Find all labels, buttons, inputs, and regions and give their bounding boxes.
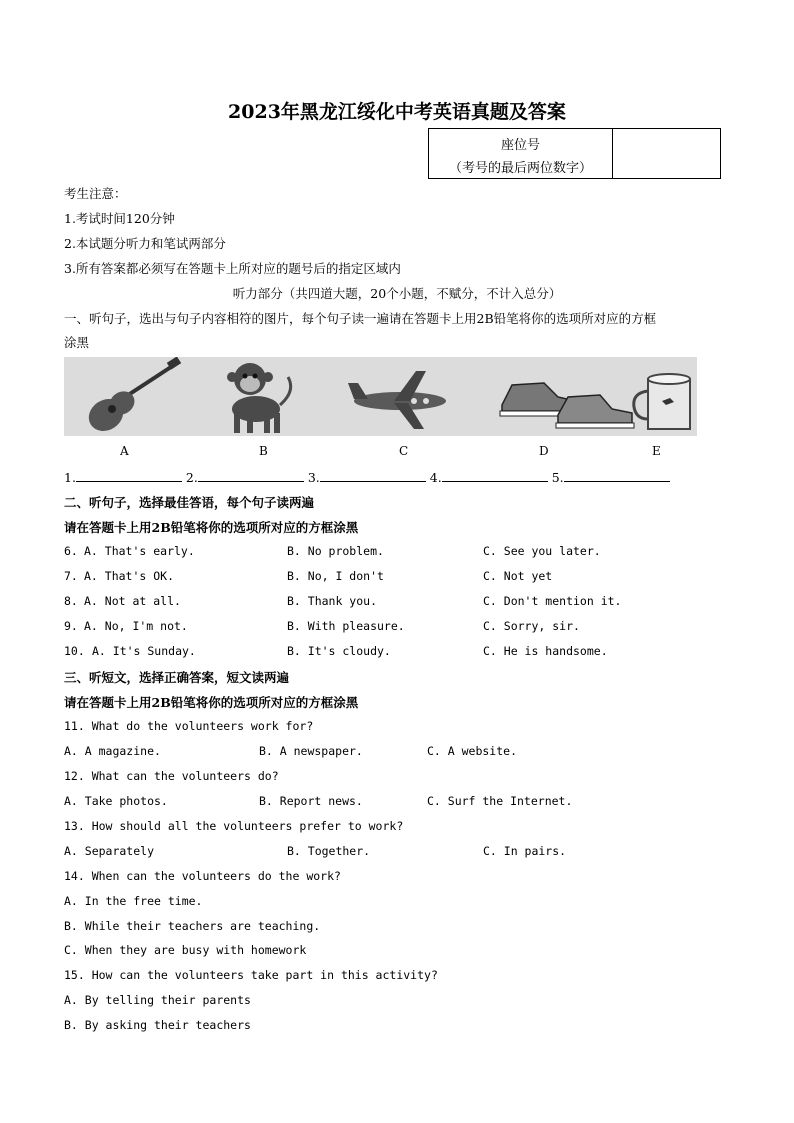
notice-item: 3.所有答案都必须写在答题卡上所对应的题号后的指定区域内 — [64, 261, 401, 276]
option-a: A. Not at all. — [84, 594, 181, 608]
question-stem: 14. When can the volunteers do the work? — [64, 869, 341, 883]
question-stem: 13. How should all the volunteers prefer to work? — [64, 819, 404, 833]
answer-blank[interactable] — [564, 469, 670, 482]
picture-label-e: E — [652, 444, 661, 458]
seat-divider — [612, 129, 613, 178]
option-c: C. Surf the Internet. — [427, 794, 573, 808]
notice-item: 1.考试时间120分钟 — [64, 211, 175, 226]
picture-label-b: B — [259, 444, 268, 458]
option-c: C. A website. — [427, 744, 518, 758]
blank-number: 2. — [185, 470, 198, 485]
question-number: 9. — [64, 619, 78, 633]
option-b: B. Thank you. — [287, 594, 378, 608]
option-a: A. It's Sunday. — [92, 644, 196, 658]
option-c: C. In pairs. — [483, 844, 567, 858]
section2-title: 二、听句子，选择最佳答语，每个句子读两遍 — [64, 495, 315, 510]
section3-title: 三、听短文，选择正确答案，短文读两遍 — [64, 670, 290, 685]
picture-strip — [64, 357, 697, 436]
option-a: A. Separately — [64, 844, 155, 858]
seat-label: 座位号 — [500, 138, 540, 153]
option-b: B. A newspaper. — [259, 744, 363, 758]
option-a: A. That's OK. — [84, 569, 175, 583]
notice-heading: 考生注意： — [64, 186, 127, 201]
section1-title-cont: 涂黑 — [64, 335, 90, 350]
option-a: A. In the free time. — [64, 894, 203, 908]
option-b: B. No, I don't — [287, 569, 384, 583]
answer-blank[interactable] — [442, 469, 548, 482]
question-stem: 15. How can the volunteers take part in this activity? — [64, 968, 438, 982]
listening-header: 听力部分（共四道大题，20个小题，不赋分，不计入总分） — [232, 286, 562, 301]
question-stem: 12. What can the volunteers do? — [64, 769, 279, 783]
section2-instruction: 请在答题卡上用2B铅笔将你的选项所对应的方框涂黑 — [64, 520, 359, 535]
option-a: A. By telling their parents — [64, 993, 251, 1007]
section1-title: 一、听句子，选出与句子内容相符的图片，每个句子读一遍请在答题卡上用2B铅笔将你的选项所对应的方框 — [64, 311, 657, 326]
page-title: 2023年黑龙江绥化中考英语真题及答案 — [228, 101, 566, 123]
blank-number: 3. — [307, 470, 320, 485]
option-c: C. See you later. — [483, 544, 601, 558]
option-b: B. By asking their teachers — [64, 1018, 251, 1032]
question-number: 7. — [64, 569, 78, 583]
option-a: A. Take photos. — [64, 794, 168, 808]
option-b: B. With pleasure. — [287, 619, 405, 633]
question-stem: 11. What do the volunteers work for? — [64, 719, 314, 733]
picture-label-d: D — [539, 444, 549, 458]
question-number: 6. — [64, 544, 78, 558]
monkey-picture — [227, 363, 291, 433]
option-c: C. Sorry, sir. — [483, 619, 580, 633]
option-a: A. No, I'm not. — [84, 619, 188, 633]
guitar-picture — [83, 357, 181, 436]
question-number: 8. — [64, 594, 78, 608]
option-b: B. No problem. — [287, 544, 384, 558]
seat-hint: （考号的最后两位数字） — [448, 161, 592, 176]
option-b: B. Together. — [287, 844, 371, 858]
option-a: A. That's early. — [84, 544, 195, 558]
blank-number: 4. — [429, 470, 442, 485]
answer-blanks — [64, 469, 670, 485]
option-c: C. Don't mention it. — [483, 594, 622, 608]
answer-blank[interactable] — [320, 469, 426, 482]
picture-strip-svg — [64, 357, 697, 436]
picture-label-c: C — [399, 444, 409, 458]
seat-number-box — [428, 128, 721, 179]
section3-instruction: 请在答题卡上用2B铅笔将你的选项所对应的方框涂黑 — [64, 695, 359, 710]
question-number: 10. — [64, 644, 85, 658]
answer-blank[interactable] — [198, 469, 304, 482]
option-a: A. A magazine. — [64, 744, 161, 758]
shoes-picture — [500, 383, 634, 428]
option-b: B. It's cloudy. — [287, 644, 391, 658]
option-c: C. Not yet — [483, 569, 553, 583]
mug-picture — [634, 374, 690, 429]
plane-picture — [348, 371, 446, 429]
answer-blank[interactable] — [76, 469, 182, 482]
option-b: B. Report news. — [259, 794, 363, 808]
option-c: C. When they are busy with homework — [64, 943, 307, 957]
picture-label-a: A — [120, 444, 129, 458]
option-c: C. He is handsome. — [483, 644, 608, 658]
notice-item: 2.本试题分听力和笔试两部分 — [64, 236, 226, 251]
blank-number: 1. — [64, 470, 76, 485]
option-b: B. While their teachers are teaching. — [64, 919, 321, 933]
blank-number: 5. — [551, 470, 564, 485]
